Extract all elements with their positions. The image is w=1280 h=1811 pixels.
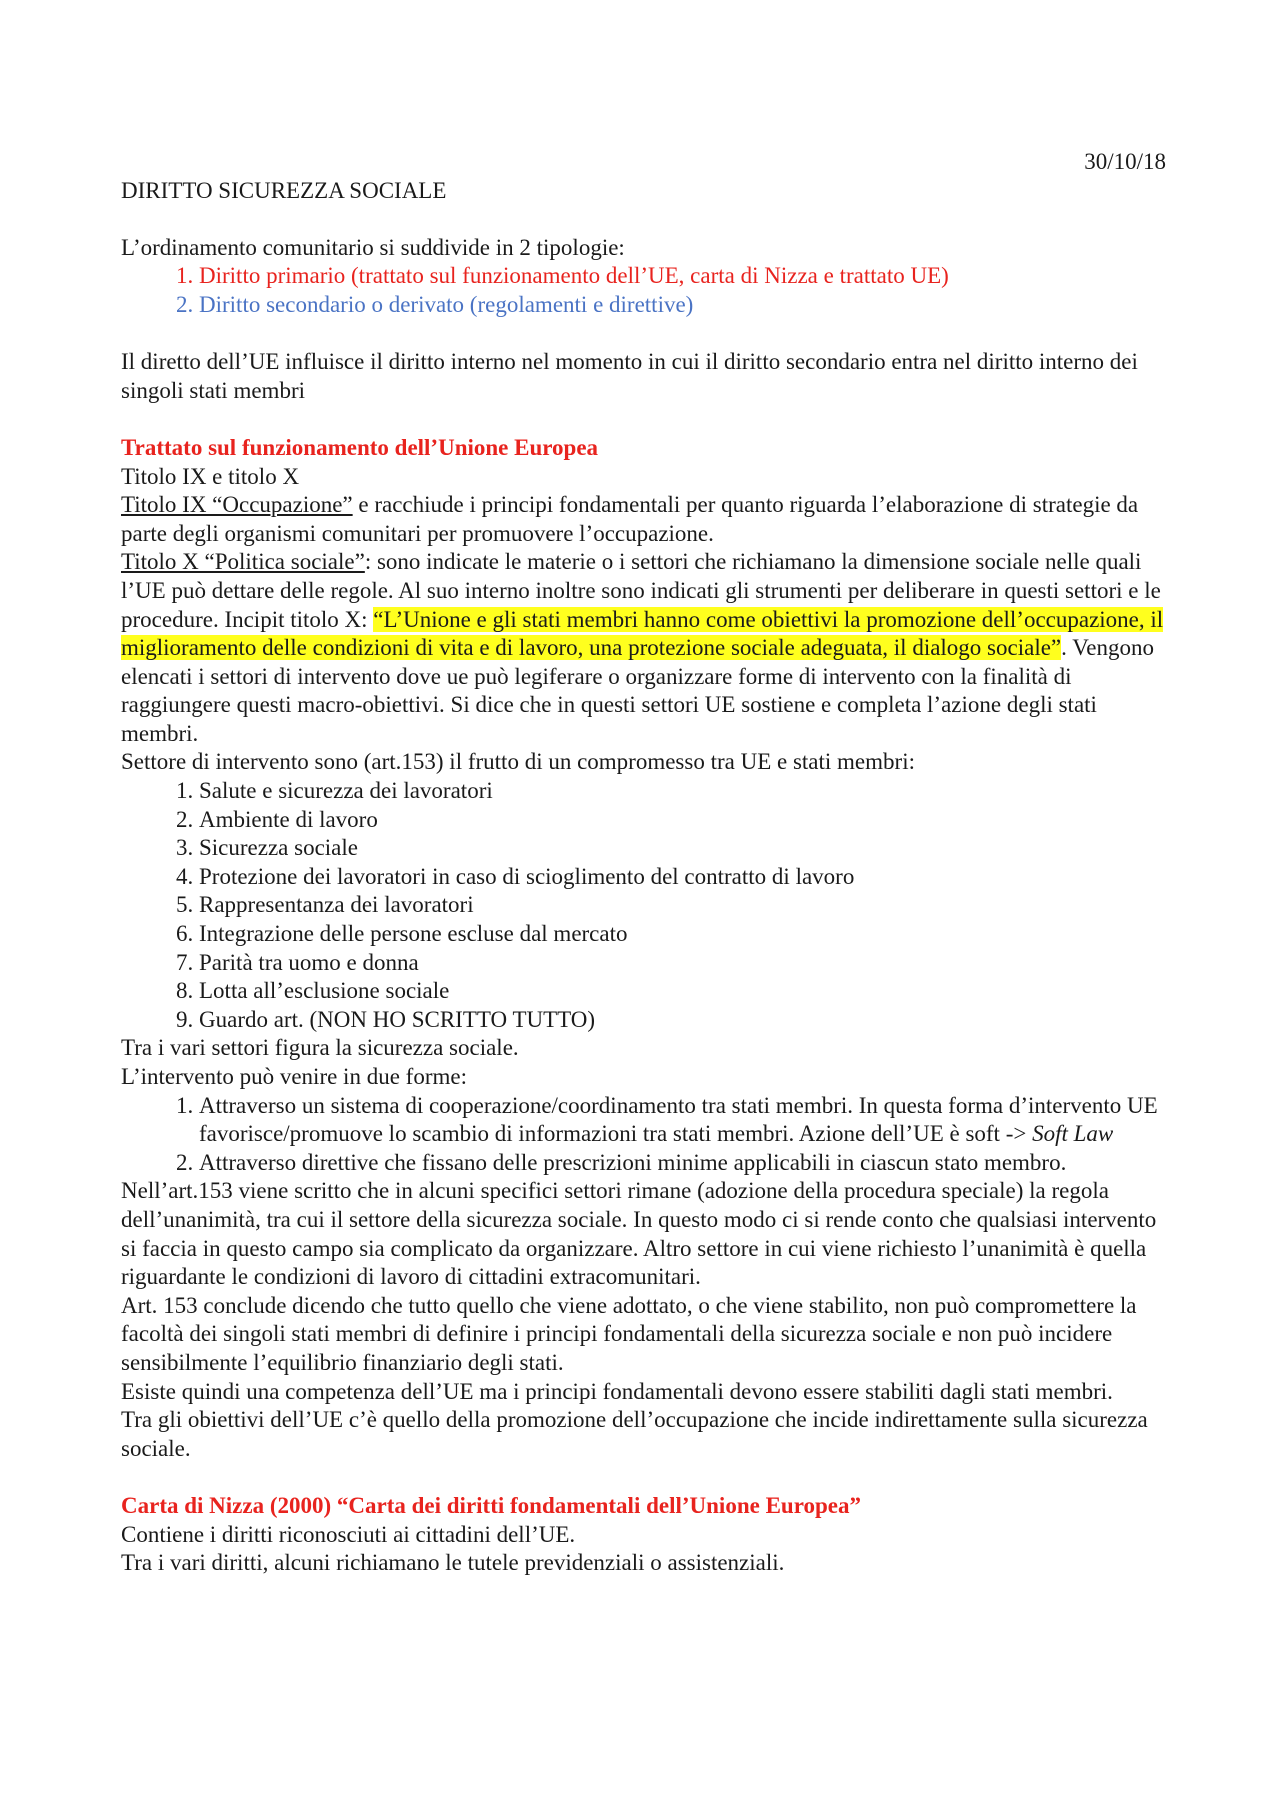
paragraph-titolo-x — [121, 548, 1166, 748]
list-item: 4. Protezione dei lavoratori in caso di scioglimento del contratto di lavoro — [199, 863, 1166, 892]
list-item: 2. Attraverso direttive che fissano delle prescrizioni minime applicabili in ciascun stato membro. — [199, 1149, 1166, 1178]
date: 30/10/18 — [1084, 149, 1166, 174]
forme-list — [121, 1092, 1166, 1178]
incipit-quote-highlight: “L’Unione e gli stati membri hanno come obiettivi la promozione dell’occupazione, il miglioramento delle condizioni di vita e di lavoro, una protezione sociale adeguata, il dialogo sociale” — [121, 606, 1164, 661]
list-item: 9. Guardo art. (NON HO SCRITTO TUTTO) — [199, 1006, 1166, 1035]
list-item: 2. Diritto secondario o derivato (regolamenti e direttive) — [199, 291, 1166, 320]
list-item: 5. Rappresentanza dei lavoratori — [199, 891, 1166, 920]
paragraph-competenza: Esiste quindi una competenza dell’UE ma i principi fondamentali devono essere stabiliti dagli stati membri. — [121, 1378, 1113, 1404]
section-heading-carta-nizza: Carta di Nizza (2000) “Carta dei diritti fondamentali dell’Unione Europea” — [121, 1492, 861, 1518]
titolo-ix-label: Titolo IX “Occupazione” — [121, 492, 353, 518]
carta-line-2: Tra i vari diritti, alcuni richiamano le tutele previdenziali o assistenziali. — [121, 1550, 785, 1576]
tipologie-list — [121, 262, 1166, 319]
settori-list — [121, 777, 1166, 1034]
document-page — [121, 148, 1166, 1578]
paragraph-influisce: Il diretto dell’UE influisce il diritto interno nel momento in cui il diritto secondario entra nel diritto interno dei singoli stati membri — [121, 349, 1138, 403]
section-heading-trattato: Trattato sul funzionamento dell’Unione Europea — [121, 434, 599, 460]
titoli-line: Titolo IX e titolo X — [121, 463, 300, 489]
list-item: 2. Ambiente di lavoro — [199, 806, 1166, 835]
list-item: 1. Salute e sicurezza dei lavoratori — [199, 777, 1166, 806]
after-quote-text: . Vengono elencati i settori di intervento dove ue può legiferare o organizzare forme di intervento con la finalità di raggiungere questi macro-obiettivi. Si dice che in questi settori UE sostiene e completa l’azione degli stati membri. — [121, 635, 1154, 746]
paragraph-titolo-ix — [121, 491, 1166, 548]
intervento-intro: L’intervento può venire in due forme: — [121, 1064, 467, 1089]
carta-line-1: Contiene i diritti riconosciuti ai cittadini dell’UE. — [121, 1521, 576, 1547]
forma1-text: Attraverso un sistema di cooperazione/coordinamento tra stati membri. In questa forma d’intervento UE favorisce/promuove lo scambio di informazioni tra stati membri. Azione dell’UE è soft -> — [199, 1092, 1158, 1147]
titolo-ix-text: e racchiude i principi fondamentali per quanto riguarda l’elaborazione di strategie da parte degli organismi comunitari per promuovere l’occupazione. — [121, 492, 1139, 546]
paragraph-art153: Nell’art.153 viene scritto che in alcuni specifici settori rimane (adozione della procedura speciale) la regola dell’unanimità, tra cui il settore della sicurezza sociale. In questo modo ci si rende conto che qualsiasi intervento si faccia in questo campo sia complicato da organizzare. Altro settore in cui viene richiesto l’unanimità è quella riguardante le condizioni di lavoro di cittadini extracomunitari. — [121, 1178, 1157, 1290]
forma1-italic: Soft Law — [1032, 1121, 1114, 1147]
paragraph-obiettivi: Tra gli obiettivi dell’UE c’è quello della promozione dell’occupazione che incide indirettamente sulla sicurezza sociale. — [121, 1407, 1148, 1461]
settori-intro: Settore di intervento sono (art.153) il frutto di un compromesso tra UE e stati membri: — [121, 749, 915, 775]
tra-i-vari-line: Tra i vari settori figura la sicurezza sociale. — [121, 1035, 519, 1061]
list-item — [199, 1092, 1166, 1149]
titolo-x-label: Titolo X “Politica sociale” — [121, 549, 365, 575]
list-item: 6. Integrazione delle persone escluse dal mercato — [199, 920, 1166, 949]
list-item: 7. Parità tra uomo e donna — [199, 949, 1166, 978]
list-item: 1. Diritto primario (trattato sul funzionamento dell’UE, carta di Nizza e trattato UE) — [199, 262, 1166, 291]
document-title: DIRITTO SICUREZZA SOCIALE — [121, 177, 447, 203]
list-item: 3. Sicurezza sociale — [199, 834, 1166, 863]
intro-text: L’ordinamento comunitario si suddivide in 2 tipologie: — [121, 234, 625, 260]
titolo-x-text: : sono indicate le materie o i settori che richiamano la dimensione sociale nelle quali l’UE può dettare delle regole. Al suo interno inoltre sono indicati gli strumenti per deliberare in questi settori e le procedure. Incipit titolo X: — [121, 549, 1161, 632]
paragraph-art153-conclude: Art. 153 conclude dicendo che tutto quello che viene adottato, o che viene stabilito, non può compromettere la facoltà dei singoli stati membri di definire i principi fondamentali della sicurezza sociale e non può incidere sensibilmente l’equilibrio finanziario degli stati. — [121, 1292, 1137, 1375]
list-item: 8. Lotta all’esclusione sociale — [199, 977, 1166, 1006]
